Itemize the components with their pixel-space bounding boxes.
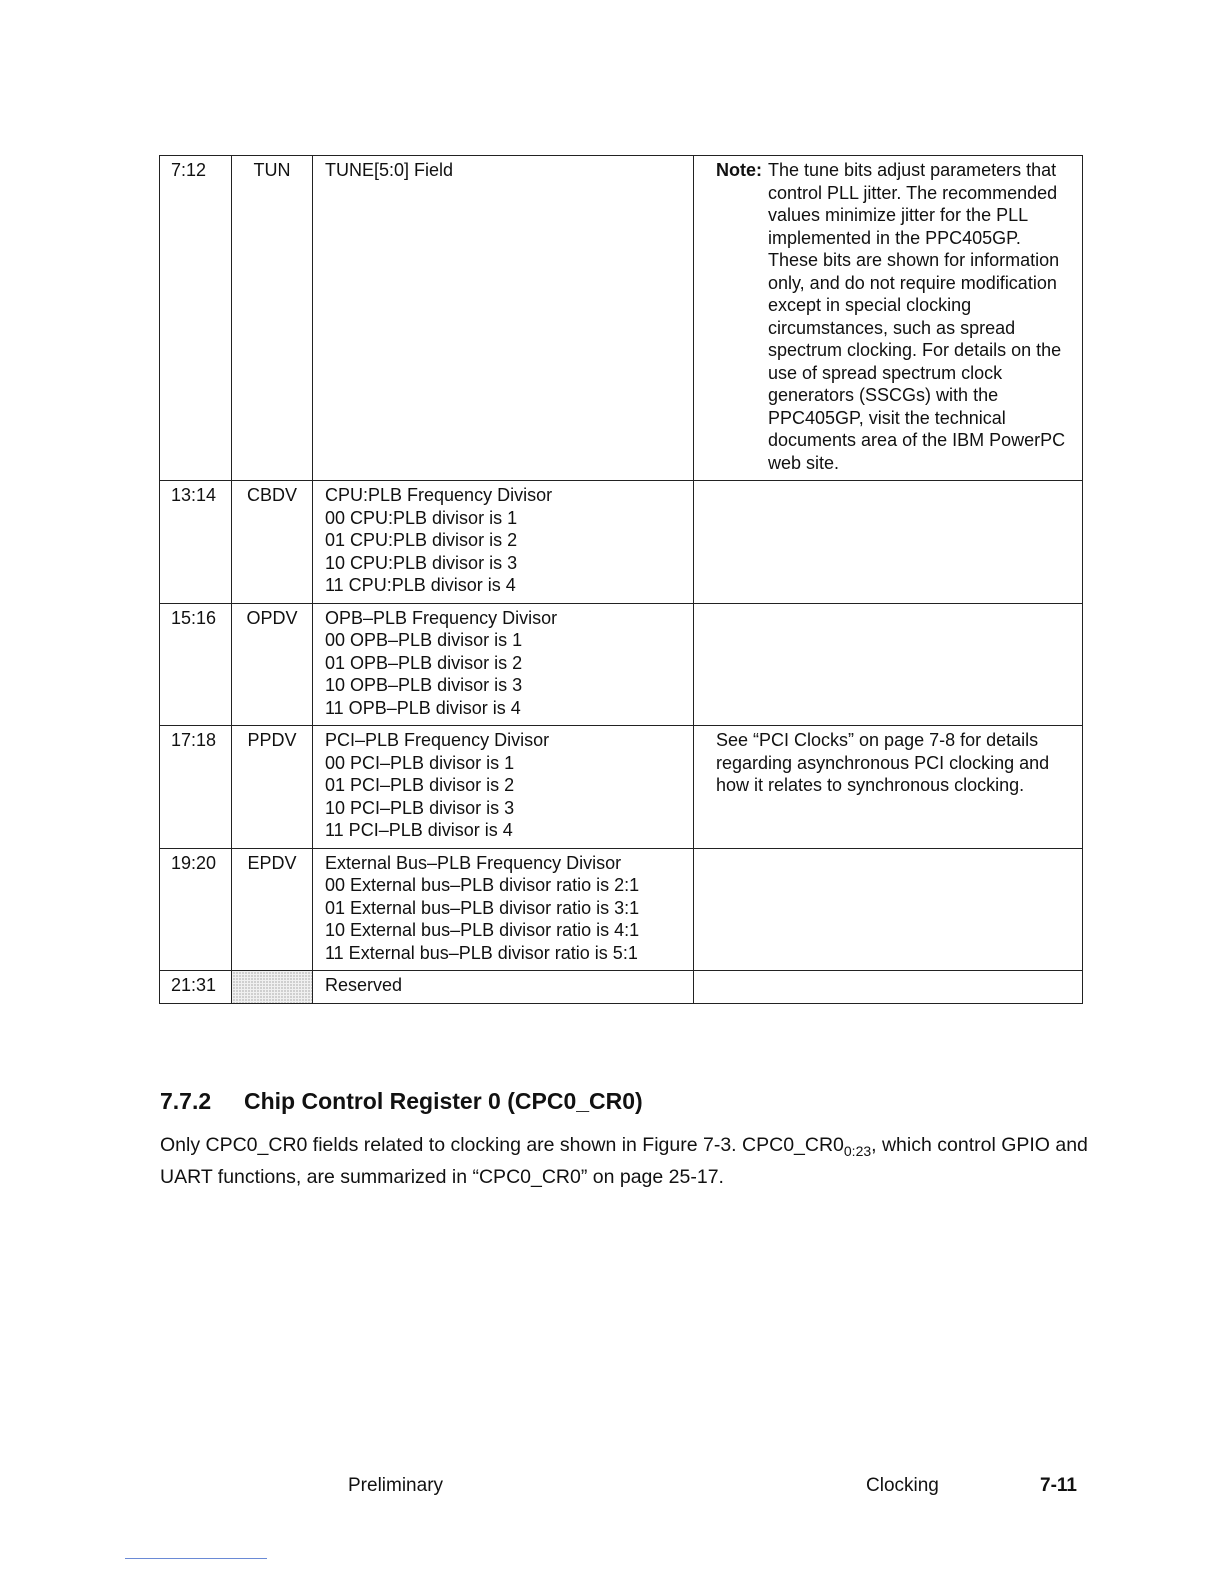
field-name: OPDV (232, 603, 313, 726)
table-row (160, 481, 1083, 604)
paragraph-text: , which control GPIO and UART functions, are summarized in “CPC0_CR0” on page 25-17. (160, 1134, 1088, 1188)
field-description (313, 603, 694, 726)
description-line: 00 OPB–PLB divisor is 1 (325, 630, 523, 650)
note-text: The tune bits adjust parameters that control PLL jitter. The recommended values minimize jitter for the PLL implemented in the PPC405GP. These bits are shown for information only, and do not require modification except in special clocking circumstances, such as spread spectrum clocking. For details on the use of spread spectrum clock generators (SSCGs) with the PPC405GP, visit the technical documents area of the IBM PowerPC web site. (768, 160, 1066, 473)
field-description (313, 971, 694, 1004)
description-line: Reserved (325, 975, 403, 995)
description-line: 01 PCI–PLB divisor is 2 (325, 775, 515, 795)
description-line: OPB–PLB Frequency Divisor (325, 607, 558, 628)
description-line: PCI–PLB Frequency Divisor (325, 730, 550, 750)
bit-range: 13:14 (160, 481, 232, 604)
note-block (716, 159, 1070, 474)
description-line: 01 External bus–PLB divisor ratio is 3:1 (325, 897, 640, 918)
field-name: CBDV (232, 481, 313, 604)
bit-range: 21:31 (160, 971, 232, 1004)
section-paragraph (160, 1132, 1100, 1190)
description-line: 10 CPU:PLB divisor is 3 (325, 552, 518, 573)
field-name: PPDV (232, 726, 313, 849)
description-line: 01 OPB–PLB divisor is 2 (325, 652, 523, 673)
description-line: 11 PCI–PLB divisor is 4 (325, 820, 513, 840)
paragraph-subscript: 0:23 (843, 1142, 872, 1159)
description-line: TUNE[5:0] Field (325, 160, 454, 180)
field-name: TUN (232, 156, 313, 481)
field-description (313, 156, 694, 481)
description-line: 11 OPB–PLB divisor is 4 (325, 697, 521, 718)
table-row (160, 603, 1083, 726)
register-field-table (159, 155, 1083, 1004)
bit-range: 7:12 (160, 156, 232, 481)
description-line: 01 CPU:PLB divisor is 2 (325, 530, 518, 550)
reserved-field-name (232, 971, 313, 1004)
description-line: 00 External bus–PLB divisor ratio is 2:1 (325, 875, 640, 895)
field-description (313, 726, 694, 849)
table-row (160, 848, 1083, 971)
description-line: 10 External bus–PLB divisor ratio is 4:1 (325, 920, 640, 940)
field-comment (694, 971, 1083, 1004)
bit-range: 17:18 (160, 726, 232, 849)
description-line: 10 PCI–PLB divisor is 3 (325, 797, 515, 818)
table-row (160, 971, 1083, 1004)
field-comment (694, 848, 1083, 971)
scan-edge-line (125, 1558, 267, 1559)
field-comment (694, 603, 1083, 726)
description-line: 00 PCI–PLB divisor is 1 (325, 752, 515, 773)
bit-range: 15:16 (160, 603, 232, 726)
paragraph-text: Only CPC0_CR0 fields related to clocking are shown in Figure 7-3. CPC0_CR0 (160, 1134, 844, 1156)
section-heading (160, 1088, 643, 1115)
footer-chapter: Clocking (866, 1475, 939, 1496)
description-line: 00 CPU:PLB divisor is 1 (325, 507, 518, 528)
field-description (313, 481, 694, 604)
description-line: External Bus–PLB Frequency Divisor (325, 852, 622, 873)
note-label: Note: (716, 160, 762, 180)
table-row (160, 726, 1083, 849)
field-comment (694, 481, 1083, 604)
description-line: 11 External bus–PLB divisor ratio is 5:1 (325, 942, 638, 963)
description-line: CPU:PLB Frequency Divisor (325, 485, 553, 505)
page-number: 7-11 (1040, 1475, 1077, 1496)
field-comment (694, 156, 1083, 481)
section-number: 7.7.2 (160, 1088, 212, 1114)
description-line: 11 CPU:PLB divisor is 4 (325, 575, 516, 595)
footer-status: Preliminary (348, 1475, 444, 1496)
bit-range: 19:20 (160, 848, 232, 971)
section-title: Chip Control Register 0 (CPC0_CR0) (244, 1088, 643, 1114)
field-description (313, 848, 694, 971)
field-comment: See “PCI Clocks” on page 7-8 for details regarding asynchronous PCI clocking and how it relates to synchronous clocking. (694, 726, 1083, 849)
table-row (160, 156, 1083, 481)
field-name: EPDV (232, 848, 313, 971)
description-line: 10 OPB–PLB divisor is 3 (325, 675, 523, 695)
